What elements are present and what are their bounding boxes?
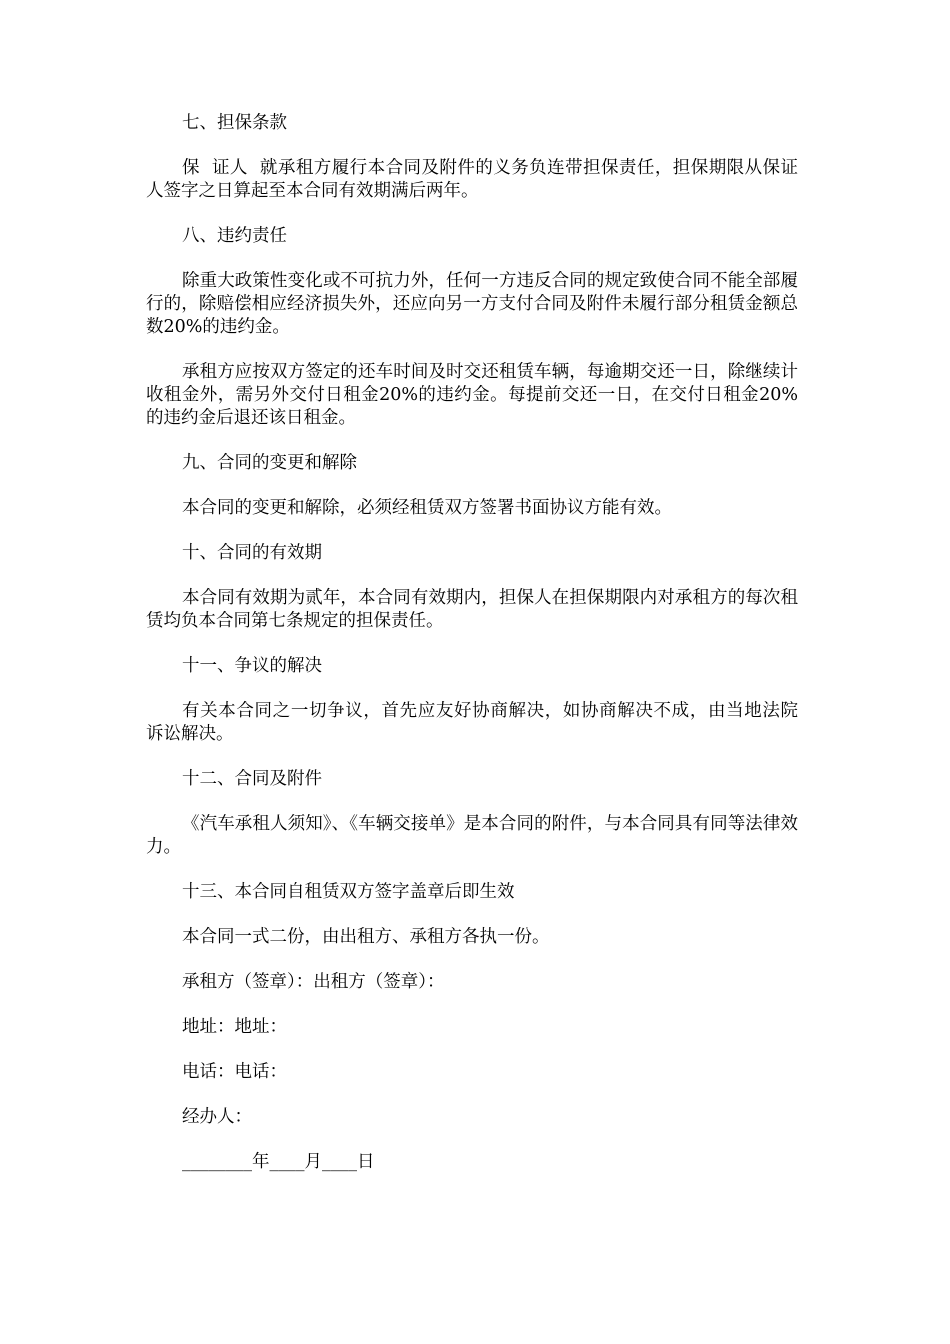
section-heading-modification: 九、合同的变更和解除 [182,453,357,473]
paragraph-validity: 本合同有效期为贰年，本合同有效期内，担保人在担保期限内对承租方的每次租赁均负本合同第七条规定的担保责任。 [146,588,798,631]
section-heading-guarantee: 七、担保条款 [182,113,287,133]
section-heading-breach: 八、违约责任 [182,226,287,246]
section-heading-validity: 十、合同的有效期 [182,543,322,563]
paragraph-dispute: 有关本合同之一切争议，首先应友好协商解决，如协商解决不成，由当地法院 诉讼解决。 [146,701,810,744]
section-heading-effective: 十三、本合同自租赁双方签字盖章后即生效 [182,882,515,902]
paragraph-breach-1: 除重大政策性变化或不可抗力外，任何一方违反合同的规定致使合同不能全部履行的，除赔偿相应经济损失外，还应向另一方支付合同及附件未履行部分租赁金额总数20%的违约金。 [146,271,798,337]
document-page [146,112,810,1174]
signature-parties-line: 承租方（签章）：出租方（签章）： [182,972,445,992]
paragraph-copies: 本合同一式二份，由出租方、承租方各执一份。 [182,927,550,947]
paragraph-guarantee: 保 证人 就承租方履行本合同及附件的义务负连带担保责任，担保期限从保证人签字之日算起至本合同有效期满后两年。 [146,158,798,201]
phone-line: 电话：电话： [182,1062,287,1082]
address-line: 地址：地址： [182,1017,287,1037]
agent-line: 经办人： [182,1107,252,1127]
date-line: ________年____月____日 [182,1152,375,1172]
paragraph-modification: 本合同的变更和解除，必须经租赁双方签署书面协议方能有效。 [182,498,672,518]
paragraph-breach-2: 承租方应按双方签定的还车时间及时交还租赁车辆，每逾期交还一日，除继续计收租金外，需另外交付日租金20%的违约金。每提前交还一日，在交付日租金20%的违约金后退还该日租金。 [146,362,798,428]
paragraph-attachments: 《汽车承租人须知》、《车辆交接单》是本合同的附件，与本合同具有同等法律效力。 [146,814,798,857]
section-heading-dispute: 十一、争议的解决 [182,656,322,676]
section-heading-attachments: 十二、合同及附件 [182,769,322,789]
